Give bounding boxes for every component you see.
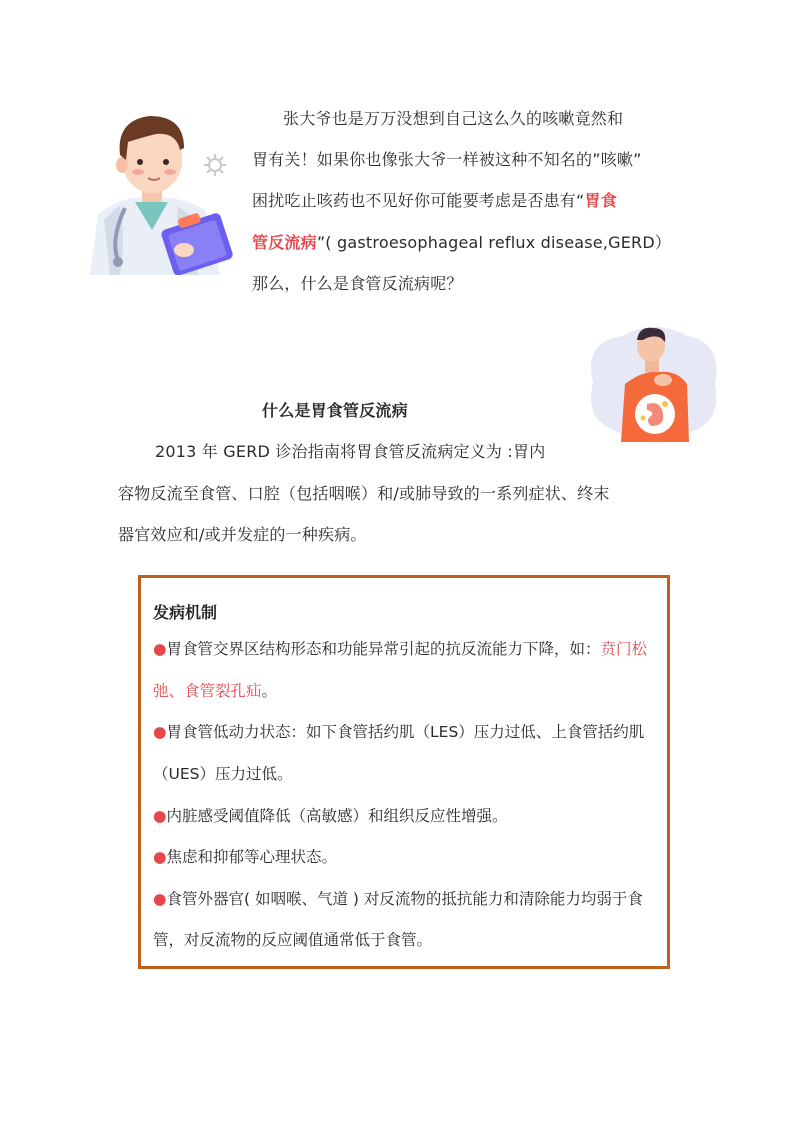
bullet-item-5-cont: 管，对反流物的反应阈值通常低于食管。 [153, 931, 433, 949]
section-paragraph-line-3: 器官效应和/或并发症的一种疾病。 [118, 525, 367, 544]
bullet-dot: ● [153, 640, 167, 658]
bullet-dot: ● [153, 723, 167, 741]
bullet-dot: ● [153, 890, 167, 908]
bullet-1-end: 。 [261, 682, 278, 700]
bullet-5-text: 食管外器官( 如咽喉、气道 ) 对反流物的抵抗能力和清除能力均弱于食 [166, 890, 643, 908]
patient-stomach-illustration [583, 322, 723, 442]
pathogenesis-box [138, 575, 670, 969]
intro-line-4-text: ”( gastroesophageal reflux disease,GERD） [316, 233, 672, 252]
virus-icon [204, 154, 226, 176]
section-heading: 什么是胃食管反流病 [262, 401, 408, 420]
section-paragraph-line-1: 2013 年 GERD 诊治指南将胃食管反流病定义为 :胃内 [155, 442, 546, 461]
section-paragraph-line-2: 容物反流至食管、口腔（包括咽喉）和/或肺导致的一系列症状、终末 [118, 484, 610, 503]
bullet-4-text: 焦虑和抑郁等心理状态。 [166, 848, 338, 866]
bullet-item-5 [153, 888, 643, 910]
bullet-item-1 [153, 638, 647, 660]
intro-line-3-text: 困扰吃止咳药也不见好你可能要考虑是否患有“ [252, 191, 585, 210]
bullet-dot: ● [153, 807, 167, 825]
intro-highlight-gerd-1: 胃食 [584, 191, 617, 210]
bullet-1-highlight-cont: 弛、食管裂孔疝 [153, 682, 262, 700]
intro-line-3 [252, 190, 617, 212]
bullet-item-1-cont [153, 680, 277, 702]
doctor-illustration [80, 110, 240, 275]
bullet-2-text: 胃食管低动力状态：如下食管括约肌（LES）压力过低、上食管括约肌 [166, 723, 645, 741]
intro-line-1: 张大爷也是万万没想到自己这么久的咳嗽竟然和 [283, 109, 624, 128]
bullet-3-text: 内脏感受阈值降低（高敏感）和组织反应性增强。 [166, 807, 508, 825]
bullet-item-2-cont: （UES）压力过低。 [153, 765, 293, 783]
bullet-1-text: 胃食管交界区结构形态和功能异常引起的抗反流能力下降，如： [166, 640, 601, 658]
intro-highlight-gerd-2: 管反流病 [252, 233, 317, 252]
bullet-item-3 [153, 805, 508, 827]
bullet-item-2 [153, 721, 644, 743]
bullet-1-highlight: 贲门松 [600, 640, 648, 658]
bullet-item-4 [153, 846, 337, 868]
pathogenesis-title: 发病机制 [153, 603, 218, 622]
intro-line-2: 胃有关！如果你也像张大爷一样被这种不知名的”咳嗽” [252, 150, 642, 169]
intro-line-4 [252, 232, 671, 254]
intro-line-5: 那么，什么是食管反流病呢？ [252, 274, 463, 293]
bullet-dot: ● [153, 848, 167, 866]
